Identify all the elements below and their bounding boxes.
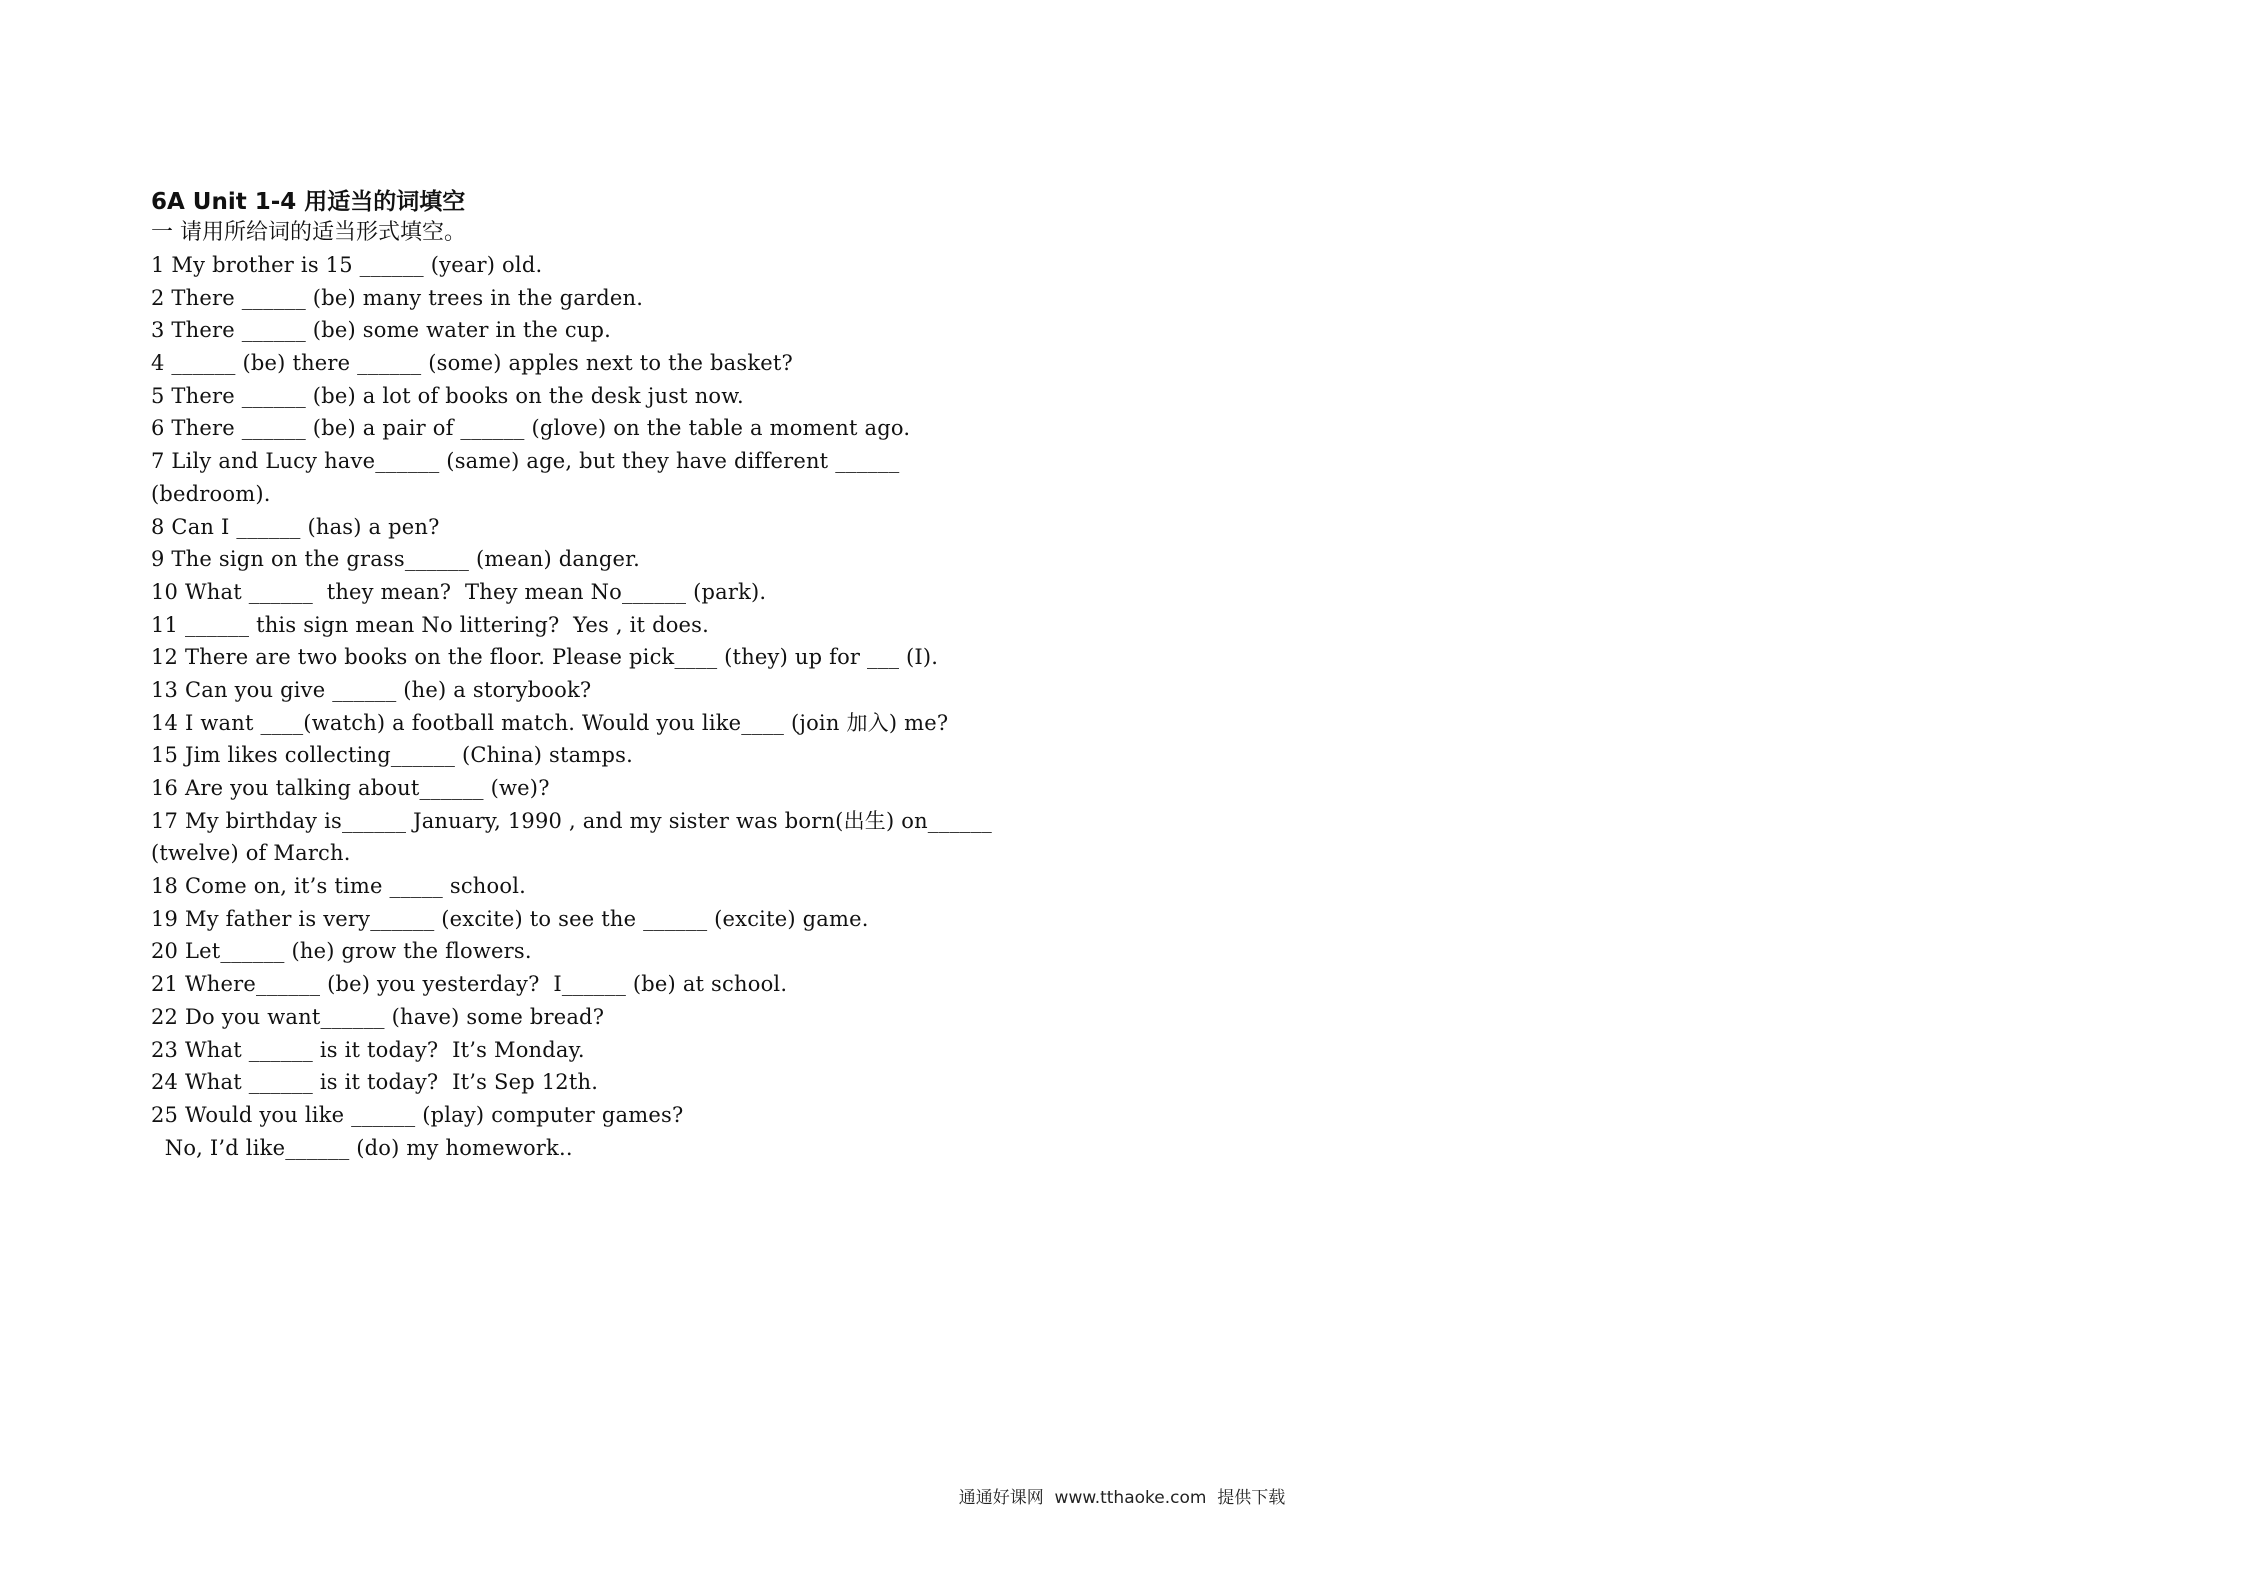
question-line: 23 What ______ is it today? It’s Monday. bbox=[151, 1037, 585, 1062]
question-line: 12 There are two books on the floor. Please pick____ (they) up for ___ (I). bbox=[151, 645, 939, 670]
question-line: 8 Can I ______ (has) a pen? bbox=[151, 514, 440, 539]
question-line: 21 Where______ (be) you yesterday? I______ (be) at school. bbox=[151, 972, 788, 997]
question-line: 25 Would you like ______ (play) computer games? bbox=[151, 1102, 684, 1127]
question-line: 14 I want ____(watch) a football match. Would you like____ (join 加入) me? bbox=[151, 710, 949, 735]
question-line: 22 Do you want______ (have) some bread? bbox=[151, 1004, 605, 1029]
question-line: 24 What ______ is it today? It’s Sep 12th. bbox=[151, 1070, 599, 1095]
question-line: 19 My father is very______ (excite) to see the ______ (excite) game. bbox=[151, 906, 869, 931]
question-line: 15 Jim likes collecting______ (China) stamps. bbox=[151, 743, 633, 768]
question-line: 2 There ______ (be) many trees in the garden. bbox=[151, 285, 644, 310]
question-line: 10 What ______ they mean? They mean No______ (park). bbox=[151, 579, 767, 604]
footer-credit: 通通好课网 www.tthaoke.com 提供下载 bbox=[958, 1488, 1286, 1508]
question-line: 17 My birthday is______ January, 1990 , and my sister was born(出生) on______ bbox=[151, 808, 993, 833]
question-line: 11 ______ this sign mean No littering? Yes , it does. bbox=[151, 612, 710, 637]
question-line: 1 My brother is 15 ______ (year) old. bbox=[151, 253, 543, 277]
question-line-continuation: (bedroom). bbox=[151, 481, 271, 506]
question-line: 7 Lily and Lucy have______ (same) age, but they have different ______ bbox=[151, 449, 900, 474]
question-list bbox=[151, 249, 1071, 1164]
section-instruction: 一 请用所给词的适当形式填空。 bbox=[151, 220, 466, 245]
question-line: 20 Let______ (he) grow the flowers. bbox=[151, 939, 532, 964]
question-line: 16 Are you talking about______ (we)? bbox=[151, 776, 550, 800]
question-line: 6 There ______ (be) a pair of ______ (glove) on the table a moment ago. bbox=[151, 416, 911, 441]
question-line: 13 Can you give ______ (he) a storybook? bbox=[151, 677, 592, 702]
question-line: 5 There ______ (be) a lot of books on the desk just now. bbox=[151, 383, 744, 408]
question-line-continuation: (twelve) of March. bbox=[151, 841, 351, 866]
worksheet-title: 6A Unit 1-4 用适当的词填空 bbox=[151, 189, 466, 215]
worksheet bbox=[151, 187, 1071, 1164]
question-line: 18 Come on, it’s time _____ school. bbox=[151, 874, 527, 899]
question-line: 9 The sign on the grass______ (mean) danger. bbox=[151, 547, 640, 572]
question-line: 3 There ______ (be) some water in the cup. bbox=[151, 318, 612, 343]
question-line: 4 ______ (be) there ______ (some) apples next to the basket? bbox=[151, 351, 793, 376]
question-line-continuation: No, I’d like______ (do) my homework.. bbox=[151, 1135, 573, 1160]
